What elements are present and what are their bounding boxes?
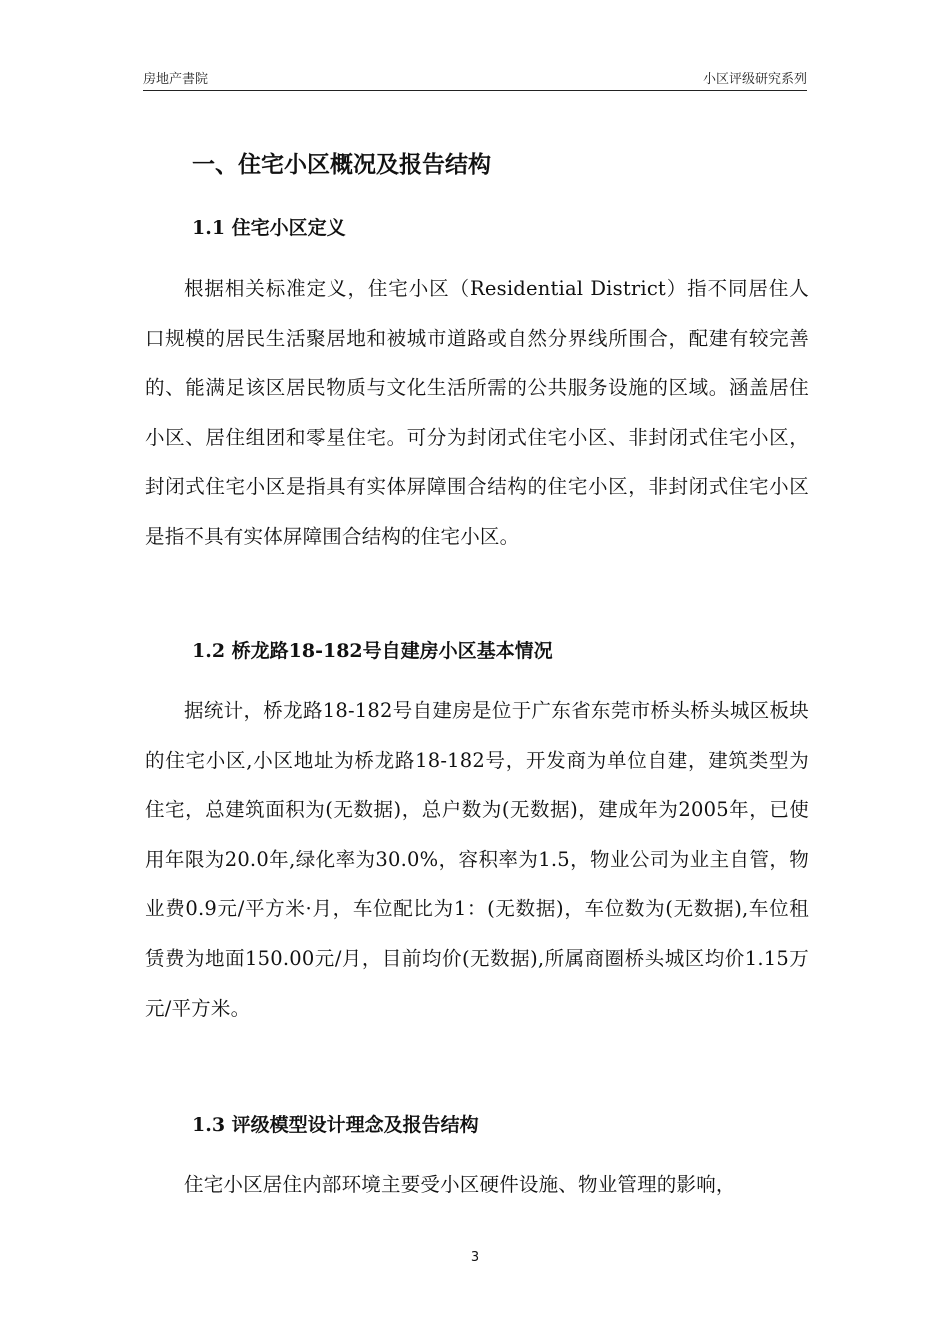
header-left-text: 房地产書院 — [143, 72, 209, 87]
header-right-text: 小区评级研究系列 — [702, 72, 807, 87]
page-header — [143, 68, 807, 91]
section-heading-1-3: 1.3 评级模型设计理念及报告结构 — [192, 1114, 479, 1136]
page-number: 3 — [470, 1250, 480, 1265]
section-body-1-2: 据统计，桥龙路18-182号自建房是位于广东省东莞市桥头桥头城区板块的住宅小区,小区地址为桥龙路18-182号，开发商为单位自建，建筑类型为住宅，总建筑面积为(无数据)，总户数为(无数据)，建成年为2005年，已使用年限为20.0年,绿化率为30.0%，容积率为1.5，物业公司为业主自管，物业费0.9元/平方米·月，车位配比为1：(无数据)，车位数为(无数据),车位租赁费为地面150.00元/月，目前均价(无数据),所属商圈桥头城区均价1.15万元/平方米。 — [145, 699, 809, 1020]
chapter-title: 一、住宅小区概况及报告结构 — [192, 151, 491, 178]
section-body-1-1: 根据相关标准定义，住宅小区（Residential District）指不同居住人口规模的居民生活聚居地和被城市道路或自然分界线所围合，配建有较完善的、能满足该区居民物质与文化生活所需的公共服务设施的区域。涵盖居住小区、居住组团和零星住宅。可分为封闭式住宅小区、非封闭式住宅小区，封闭式住宅小区是指具有实体屏障围合结构的住宅小区，非封闭式住宅小区是指不具有实体屏障围合结构的住宅小区。 — [145, 277, 809, 548]
section-heading-1-2: 1.2 桥龙路18-182号自建房小区基本情况 — [192, 640, 553, 662]
section-heading-1-1: 1.1 住宅小区定义 — [192, 217, 346, 239]
section-body-1-3: 住宅小区居住内部环境主要受小区硬件设施、物业管理的影响， — [184, 1173, 736, 1196]
